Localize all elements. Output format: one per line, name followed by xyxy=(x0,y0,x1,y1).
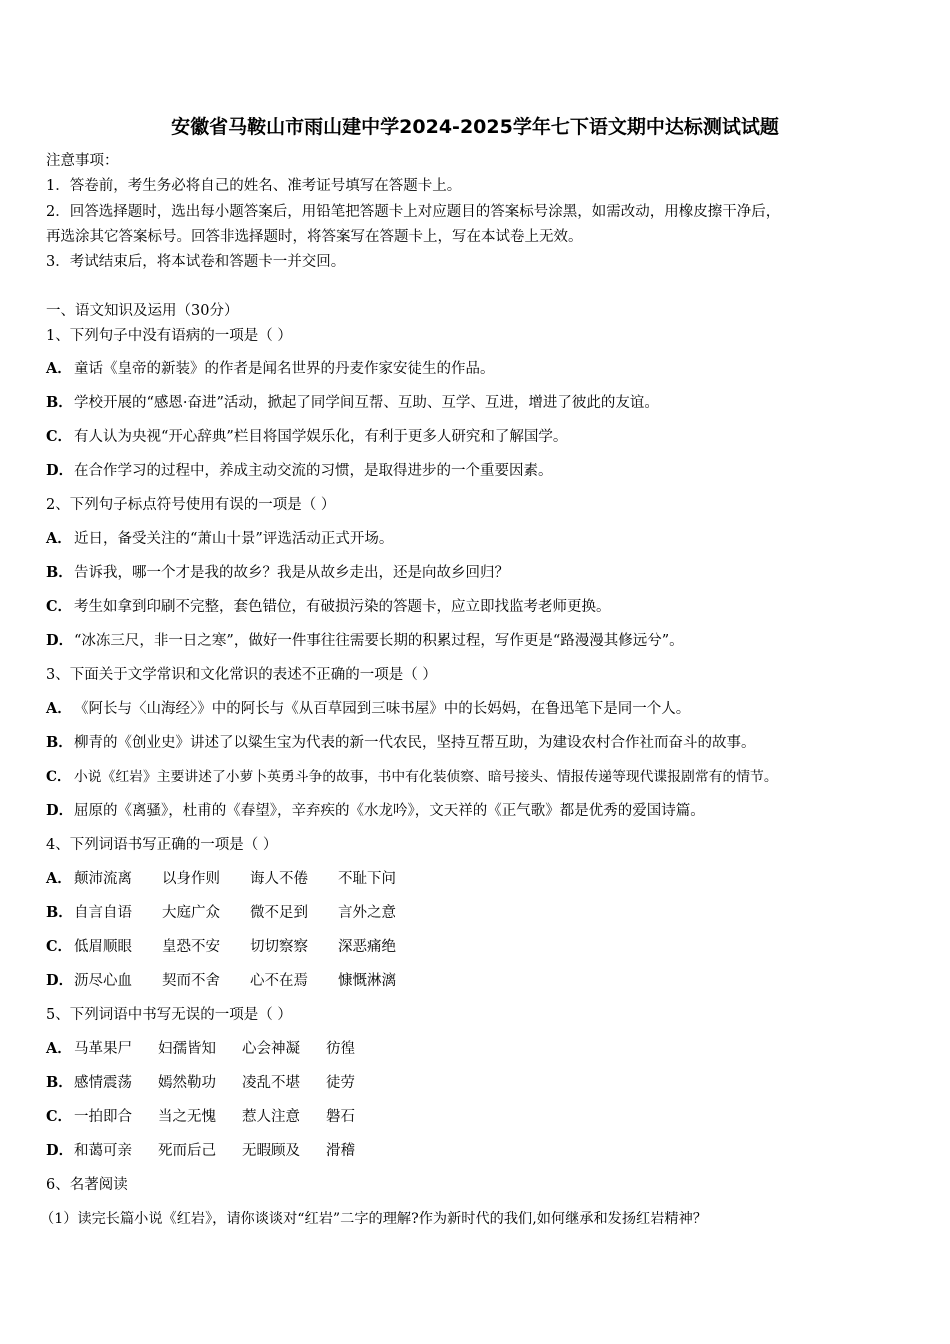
page-title: 安徽省马鞍山市雨山建中学2024-2025学年七下语文期中达标测试试题 xyxy=(171,116,779,138)
word: 深恶痛绝 xyxy=(338,939,396,955)
word: 无暇顾及 xyxy=(242,1143,300,1159)
word: 徒劳 xyxy=(326,1075,355,1091)
question-stem: 6、名著阅读 xyxy=(46,1177,128,1193)
option-letter: D． xyxy=(46,1142,74,1159)
option-text: 《阿长与〈山海经〉》中的阿长与《从百草园到三味书屋》中的长妈妈，在鲁迅笔下是同一个人。 xyxy=(74,701,691,717)
option-a xyxy=(46,1039,385,1059)
question-stem: 4、下列词语书写正确的一项是（ ） xyxy=(46,837,278,853)
option-text: 童话《皇帝的新装》的作者是闻名世界的丹麦作家安徒生的作品。 xyxy=(74,361,495,377)
option-letter: A． xyxy=(46,700,72,717)
question-stem: 5、下列词语中书写无误的一项是（ ） xyxy=(46,1007,292,1023)
word: 沥尽心血 xyxy=(74,973,132,989)
word: 一拍即合 xyxy=(74,1109,132,1125)
option-text: 柳青的《创业史》讲述了以粱生宝为代表的新一代农民，坚持互帮互助，为建设农村合作社而奋斗的故事。 xyxy=(74,735,756,751)
word: 马革果尸 xyxy=(74,1041,132,1057)
option-text: 学校开展的“感恩·奋进”活动，掀起了同学间互帮、互助、互学、互进，增进了彼此的友谊。 xyxy=(74,395,659,411)
word: 妇孺皆知 xyxy=(158,1041,216,1057)
word: 慷慨淋漓 xyxy=(338,973,396,989)
option-letter: C． xyxy=(46,938,73,955)
option-text: 小说《红岩》主要讲述了小萝卜英勇斗争的故事，书中有化装侦察、暗号接头、情报传递等现代谍报剧常有的情节。 xyxy=(74,769,778,785)
notice-item: 3．考试结束后，将本试卷和答题卡一并交回。 xyxy=(46,254,346,270)
option-letter: A． xyxy=(46,870,72,887)
word: 凌乱不堪 xyxy=(242,1075,300,1091)
word: 切切察察 xyxy=(250,939,308,955)
option-text: 考生如拿到印刷不完整，套色错位，有破损污染的答题卡，应立即找监考老师更换。 xyxy=(74,599,611,615)
question-stem: 1、下列句子中没有语病的一项是（ ） xyxy=(46,328,292,344)
option-a xyxy=(46,359,495,379)
option-b xyxy=(46,733,756,753)
word: 和蔼可亲 xyxy=(74,1143,132,1159)
word: 心会神凝 xyxy=(242,1041,300,1057)
option-c xyxy=(46,1107,385,1127)
word: 微不足到 xyxy=(250,905,308,921)
option-d xyxy=(46,1141,385,1161)
option-letter: D． xyxy=(46,462,74,479)
option-text: 近日，备受关注的“萧山十景”评选活动正式开场。 xyxy=(74,531,394,547)
word: 嫣然勒功 xyxy=(158,1075,216,1091)
option-a xyxy=(46,529,393,549)
word: 大庭广众 xyxy=(162,905,220,921)
option-letter: C． xyxy=(46,1108,73,1125)
word: 感情震荡 xyxy=(74,1075,132,1091)
option-letter: B． xyxy=(46,904,73,921)
option-letter: B． xyxy=(46,564,73,581)
question-stem: 3、下面关于文学常识和文化常识的表述不正确的一项是（ ） xyxy=(46,667,437,683)
word: 磐石 xyxy=(326,1109,355,1125)
word: 死而后己 xyxy=(158,1143,216,1159)
word: 心不在焉 xyxy=(250,973,308,989)
option-letter: C． xyxy=(46,428,73,445)
option-a xyxy=(46,869,426,889)
word: 当之无愧 xyxy=(158,1109,216,1125)
notice-heading: 注意事项： xyxy=(46,153,119,169)
notice-item: 2．回答选择题时，选出每小题答案后，用铅笔把答题卡上对应题目的答案标号涂黑，如需改动，用橡皮擦干净后， xyxy=(46,204,781,220)
word: 契而不舍 xyxy=(162,973,220,989)
option-b xyxy=(46,1073,385,1093)
option-c xyxy=(46,427,567,447)
option-letter: B． xyxy=(46,1074,73,1091)
question-stem: 2、下列句子标点符号使用有误的一项是（ ） xyxy=(46,497,336,513)
option-letter: B． xyxy=(46,734,73,751)
word: 诲人不倦 xyxy=(250,871,308,887)
option-letter: A． xyxy=(46,1040,72,1057)
option-text: 在合作学习的过程中，养成主动交流的习惯，是取得进步的一个重要因素。 xyxy=(74,463,553,479)
word: 不耻下问 xyxy=(338,871,396,887)
option-letter: A． xyxy=(46,530,72,547)
option-c xyxy=(46,937,426,957)
option-text: 屈原的《离骚》，杜甫的《春望》，辛弃疾的《水龙吟》，文天祥的《正气歌》都是优秀的爱国诗篇。 xyxy=(74,803,705,819)
option-letter: D． xyxy=(46,632,74,649)
option-text: 告诉我，哪一个才是我的故乡？我是从故乡走出，还是向故乡回归？ xyxy=(74,565,509,581)
option-letter: C． xyxy=(46,598,73,615)
word: 低眉顺眼 xyxy=(74,939,132,955)
option-a xyxy=(46,699,690,719)
option-b xyxy=(46,563,509,583)
option-letter: D． xyxy=(46,802,74,819)
word: 言外之意 xyxy=(338,905,396,921)
option-letter: C． xyxy=(46,769,71,785)
option-letter: B． xyxy=(46,394,73,411)
option-text: 有人认为央视“开心辞典”栏目将国学娱乐化，有利于更多人研究和了解国学。 xyxy=(74,429,568,445)
option-letter: A． xyxy=(46,360,72,377)
notice-item: 再选涂其它答案标号。回答非选择题时，将答案写在答题卡上，写在本试卷上无效。 xyxy=(46,229,583,245)
option-c xyxy=(46,597,611,617)
notice-item: 1．答卷前，考生务必将自己的姓名、准考证号填写在答题卡上。 xyxy=(46,178,462,194)
section-heading: 一、语文知识及运用（30分） xyxy=(46,303,239,319)
option-text: “冰冻三尺，非一日之寒”，做好一件事往往需要长期的积累过程，写作更是“路漫漫其修远兮”。 xyxy=(74,633,684,649)
word: 颠沛流离 xyxy=(74,871,132,887)
option-d xyxy=(46,801,705,821)
option-b xyxy=(46,393,659,413)
option-c xyxy=(46,767,778,787)
word: 滑稽 xyxy=(326,1143,355,1159)
word: 以身作则 xyxy=(162,871,220,887)
word: 皇恐不安 xyxy=(162,939,220,955)
option-b xyxy=(46,903,426,923)
word: 彷徨 xyxy=(326,1041,355,1057)
word: 自言自语 xyxy=(74,905,132,921)
option-d xyxy=(46,631,684,651)
word: 惹人注意 xyxy=(242,1109,300,1125)
option-d xyxy=(46,461,553,481)
sub-question: （1）读完长篇小说《红岩》，请你谈谈对“红岩”二字的理解?作为新时代的我们,如何继承和发扬红岩精神？ xyxy=(40,1211,707,1227)
option-d xyxy=(46,971,426,991)
option-letter: D． xyxy=(46,972,74,989)
